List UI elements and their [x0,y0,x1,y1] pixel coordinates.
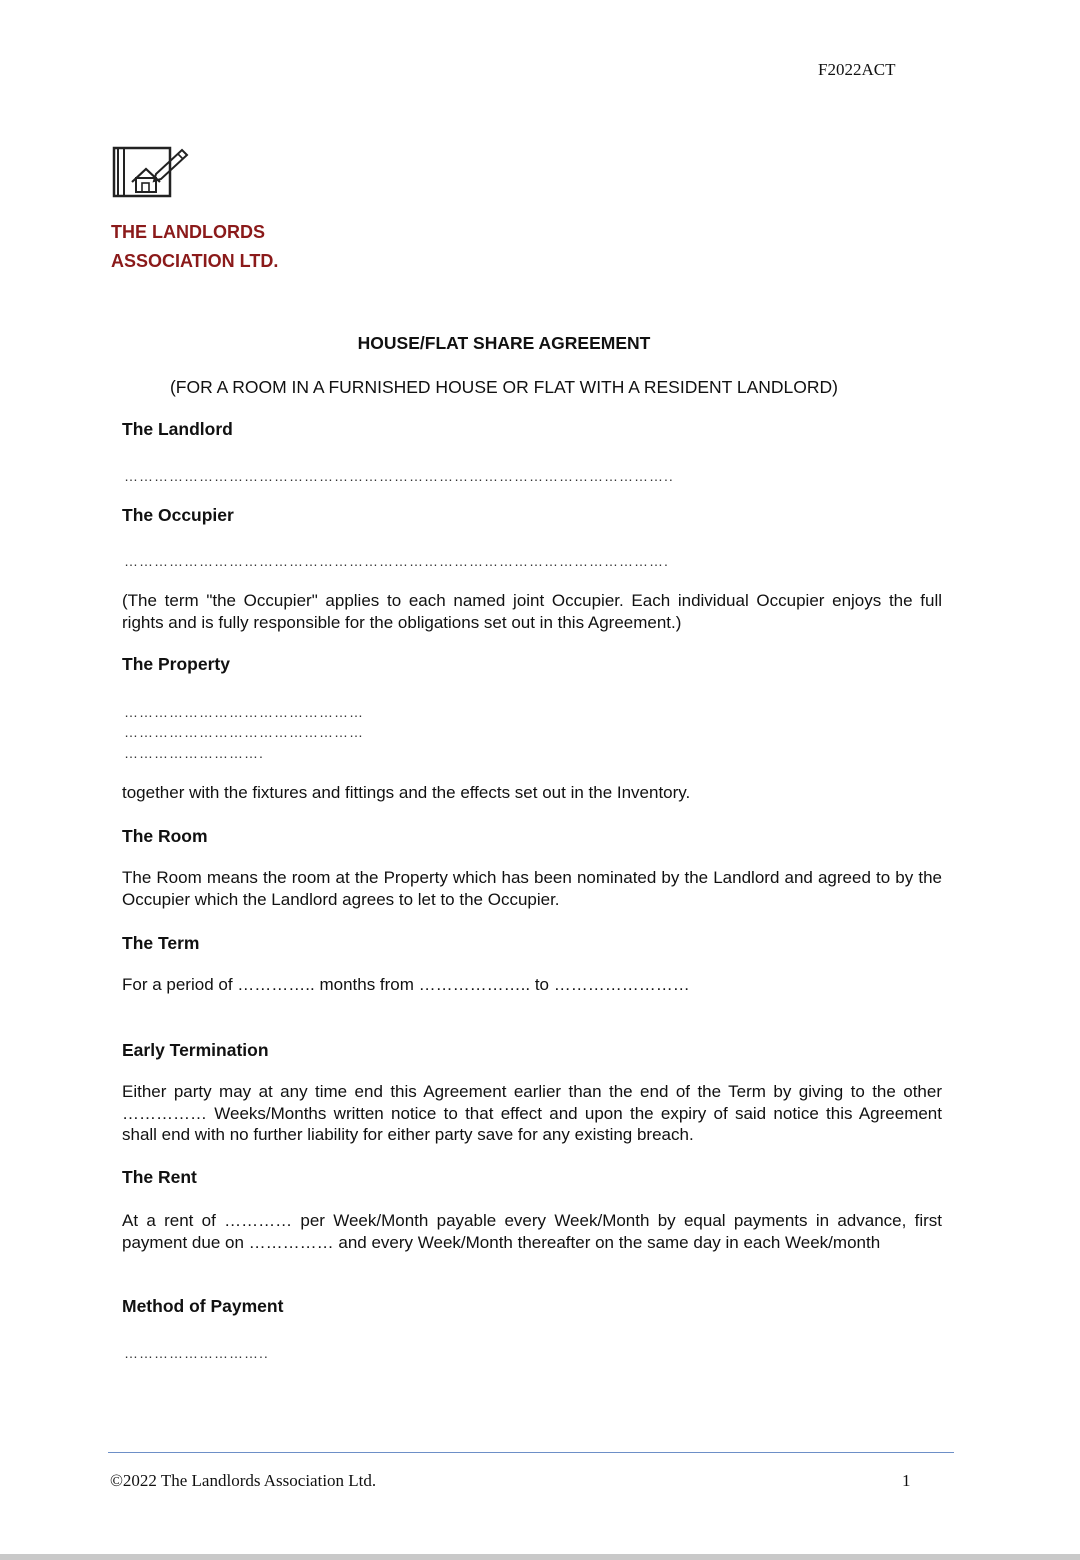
payment-method-field[interactable]: ……………………….. [124,1345,269,1361]
property-field-3[interactable]: ………………………. [124,745,264,761]
room-text: The Room means the room at the Property which has been nominated by the Landlord and agreed to by the Occupier which the Landlord agrees to let to the Occupier. [122,868,942,909]
occupier-note: (The term "the Occupier" applies to each named joint Occupier. Each individual Occupier enjoys the full rights and is fully responsible for the obligations set out in this Agreement.) [122,591,942,632]
early-termination-text: Either party may at any time end this Agreement earlier than the end of the Term by giving to the other …………… Weeks/Months written notice to that effect and upon the expiry of said notice this Agreement shall end with no further liability for either party save for any existing breach. [122,1082,942,1144]
document-title: HOUSE/FLAT SHARE AGREEMENT [357,333,651,353]
viewer-bottom-bar [0,1554,1080,1560]
occupier-heading: The Occupier [122,505,234,525]
org-line-2: ASSOCIATION LTD. [111,251,279,271]
landlord-field[interactable]: ……………………………………………………………………………………………….. [124,468,674,484]
term-text: For a period of ………….. months from ……………….. to …………………… [122,975,690,994]
rent-text: At a rent of ………… per Week/Month payable every Week/Month by equal payments in advance, first payment due on …………… and every Week/Month thereafter on the same day in each Week/month [122,1211,942,1252]
document-subtitle: (FOR A ROOM IN A FURNISHED HOUSE OR FLAT WITH A RESIDENT LANDLORD) [169,377,839,397]
org-line-1: THE LANDLORDS [111,222,265,242]
term-heading: The Term [122,933,200,953]
occupier-field[interactable]: ………………………………………………………………………………………………. [124,553,669,569]
footer-divider [108,1452,954,1453]
page-number: 1 [902,1471,911,1490]
property-field-1[interactable]: ………………………………………… [124,704,364,720]
property-heading: The Property [122,654,230,674]
rent-heading: The Rent [122,1167,197,1187]
landlord-heading: The Landlord [122,419,233,439]
footer-copyright: ©2022 The Landlords Association Ltd. [110,1471,377,1490]
document-code: F2022ACT [818,60,896,79]
early-termination-heading: Early Termination [122,1040,269,1060]
house-plan-pencil-icon [112,142,192,200]
property-field-2[interactable]: ………………………………………… [124,724,364,740]
property-text: together with the fixtures and fittings and the effects set out in the Inventory. [122,783,691,802]
payment-method-heading: Method of Payment [122,1296,284,1316]
organization-name [111,218,278,276]
room-heading: The Room [122,826,208,846]
